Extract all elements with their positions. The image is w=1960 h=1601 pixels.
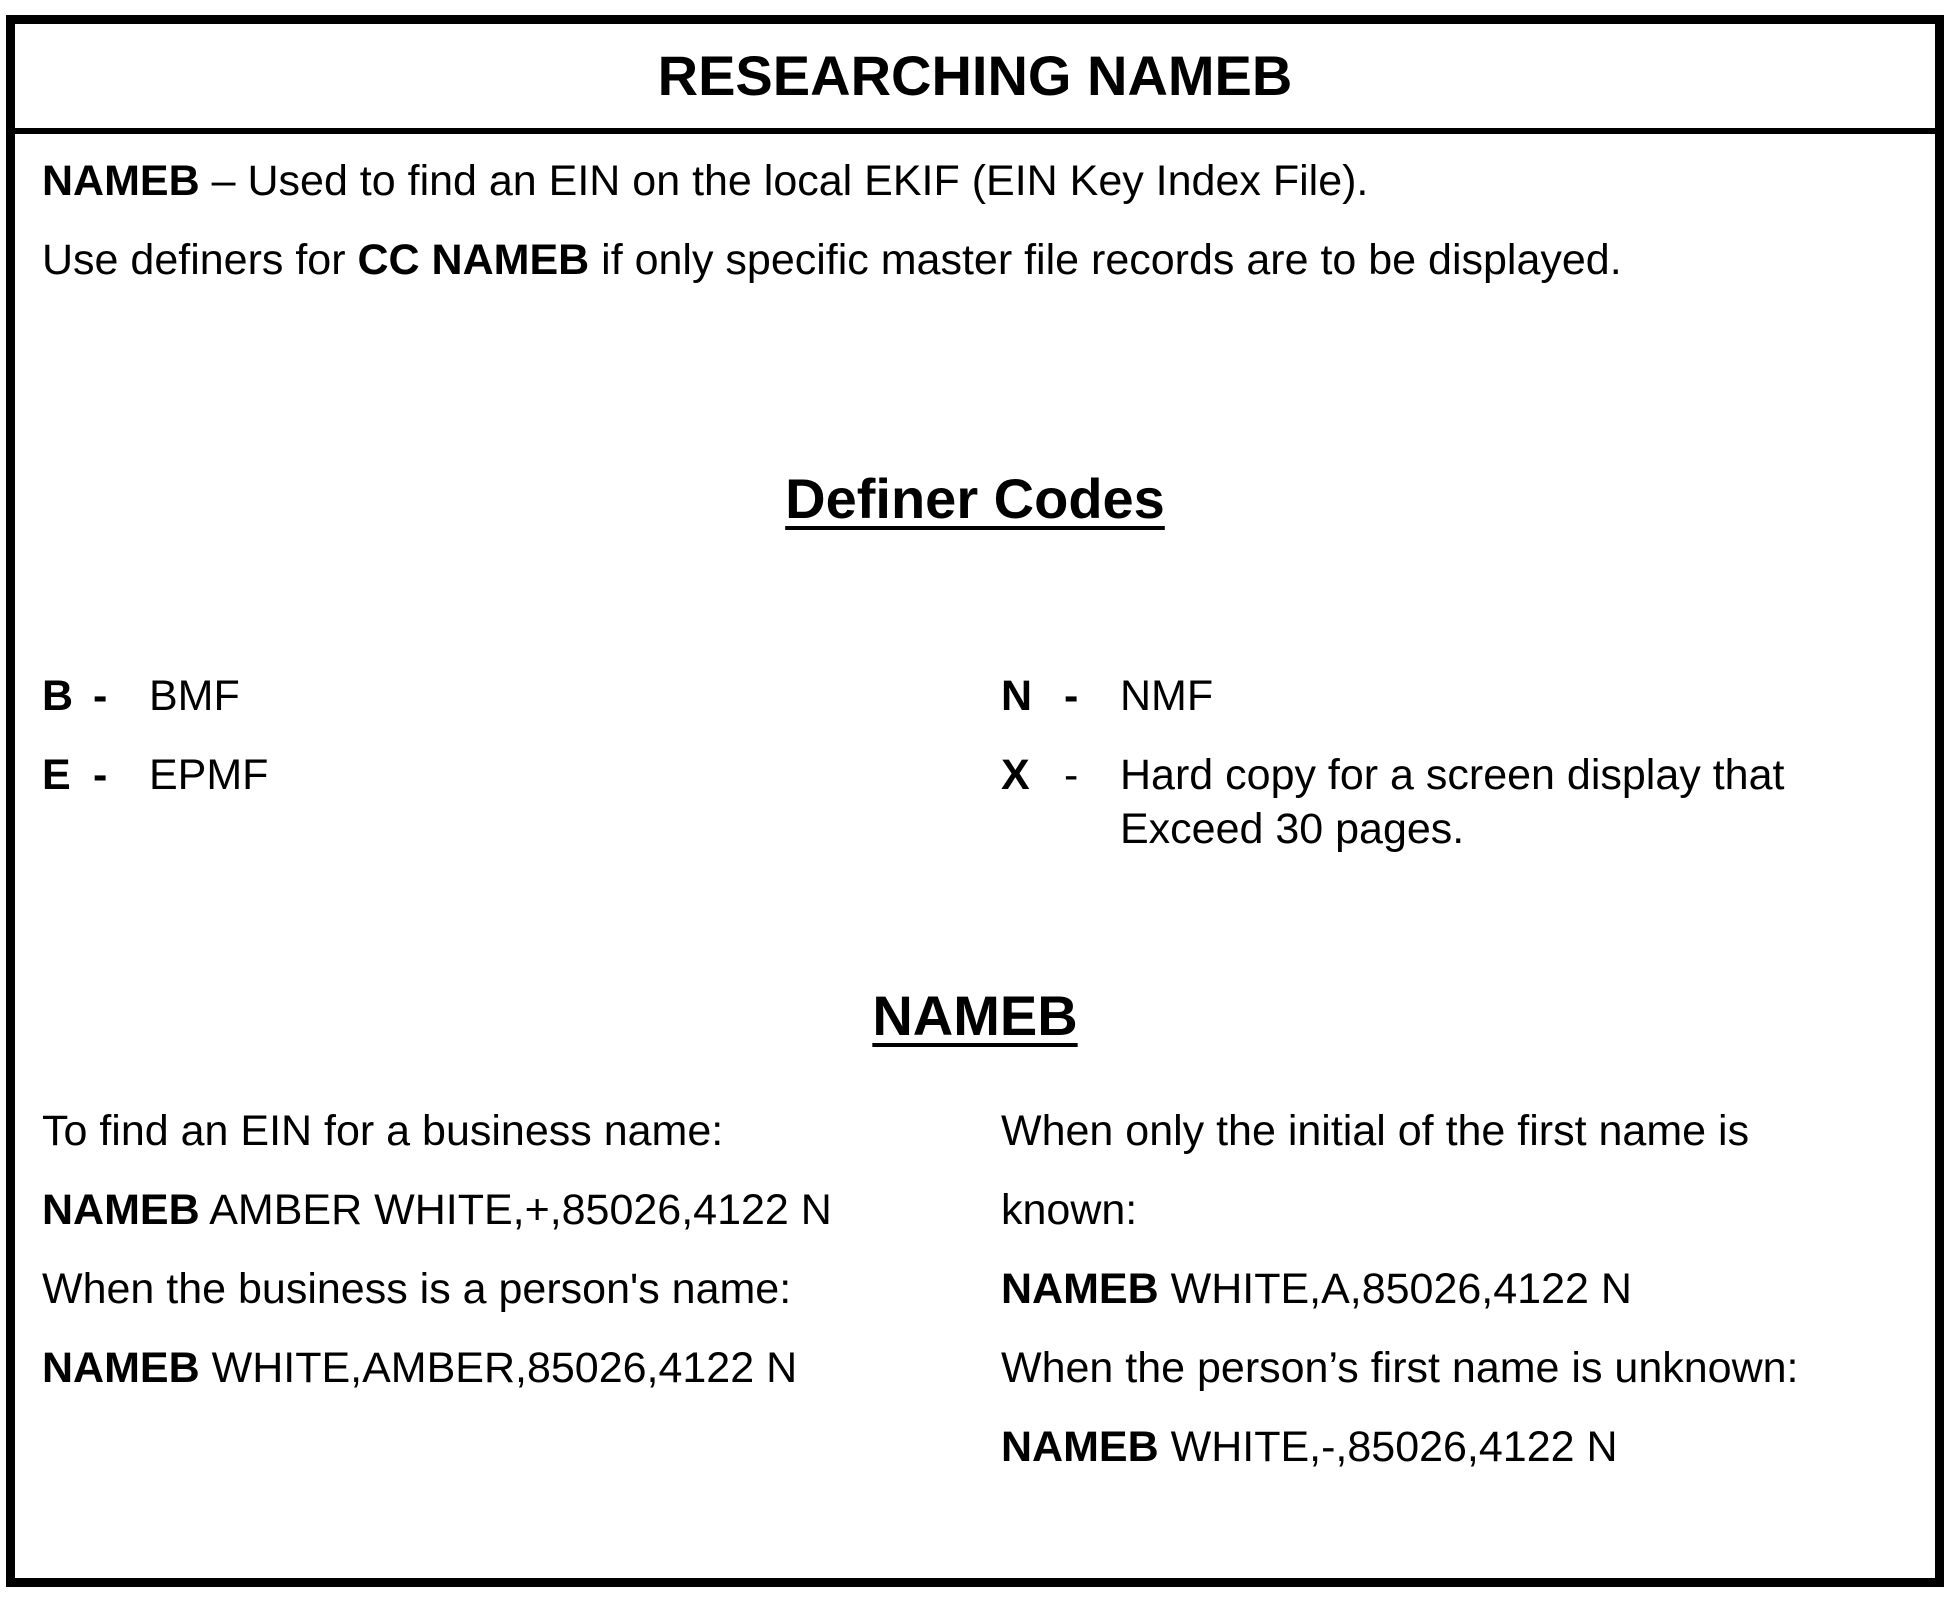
command-args: WHITE,A,85026,4122 N xyxy=(1158,1265,1632,1313)
command-keyword: NAMEB xyxy=(1001,1265,1159,1313)
intro-line-2-post: if only specific master file records are to be displayed. xyxy=(589,236,1622,284)
definer-desc-n: NMF xyxy=(1120,672,1214,720)
intro-line-2 xyxy=(42,234,1622,286)
initial-known-command xyxy=(1001,1263,1632,1315)
researching-nameb-box xyxy=(6,15,1944,1587)
command-keyword: NAMEB xyxy=(1001,1423,1159,1471)
command-args: AMBER WHITE,+,85026,4122 N xyxy=(199,1186,832,1234)
intro-line-2-pre: Use definers for xyxy=(42,236,358,284)
definer-code-n: N xyxy=(1001,672,1033,720)
definer-desc-e: EPMF xyxy=(149,751,269,799)
definer-sep-b: - xyxy=(93,672,108,720)
definer-codes-heading-text: Definer Codes xyxy=(785,467,1165,530)
definer-sep-n: - xyxy=(1064,672,1079,720)
initial-known-label-line-2: known: xyxy=(1001,1186,1138,1234)
page-title: RESEARCHING NAMEB xyxy=(657,44,1293,107)
nameb-heading-text: NAMEB xyxy=(872,984,1078,1047)
person-business-label: When the business is a person's name: xyxy=(42,1265,792,1313)
definer-code-x: X xyxy=(1001,751,1030,799)
definer-code-e: E xyxy=(42,751,71,799)
business-name-command xyxy=(42,1184,832,1236)
nameb-heading xyxy=(15,984,1935,1048)
definer-code-b: B xyxy=(42,672,74,720)
first-name-unknown-command xyxy=(1001,1421,1618,1473)
intro-line-1 xyxy=(42,155,1368,207)
intro-line-1-text: – Used to find an EIN on the local EKIF (EIN Key Index File). xyxy=(199,157,1369,205)
definer-sep-e: - xyxy=(93,751,108,799)
command-keyword: NAMEB xyxy=(42,1344,200,1392)
definer-sep-x: - xyxy=(1064,751,1079,799)
definer-codes-heading xyxy=(15,467,1935,531)
definer-desc-x-line-2: Exceed 30 pages. xyxy=(1120,805,1465,853)
definer-desc-b: BMF xyxy=(149,672,240,720)
intro-nameb-term: NAMEB xyxy=(42,157,200,205)
definer-desc-x-line-1: Hard copy for a screen display that xyxy=(1120,751,1785,799)
title-bar xyxy=(15,24,1935,134)
command-args: WHITE,-,85026,4122 N xyxy=(1158,1423,1618,1471)
initial-known-label-line-1: When only the initial of the first name is xyxy=(1001,1107,1750,1155)
first-name-unknown-label: When the person’s first name is unknown: xyxy=(1001,1344,1799,1392)
intro-cc-nameb-term: CC NAMEB xyxy=(357,236,590,284)
person-business-command xyxy=(42,1342,797,1394)
command-args: WHITE,AMBER,85026,4122 N xyxy=(199,1344,798,1392)
business-name-label: To find an EIN for a business name: xyxy=(42,1107,724,1155)
command-keyword: NAMEB xyxy=(42,1186,200,1234)
